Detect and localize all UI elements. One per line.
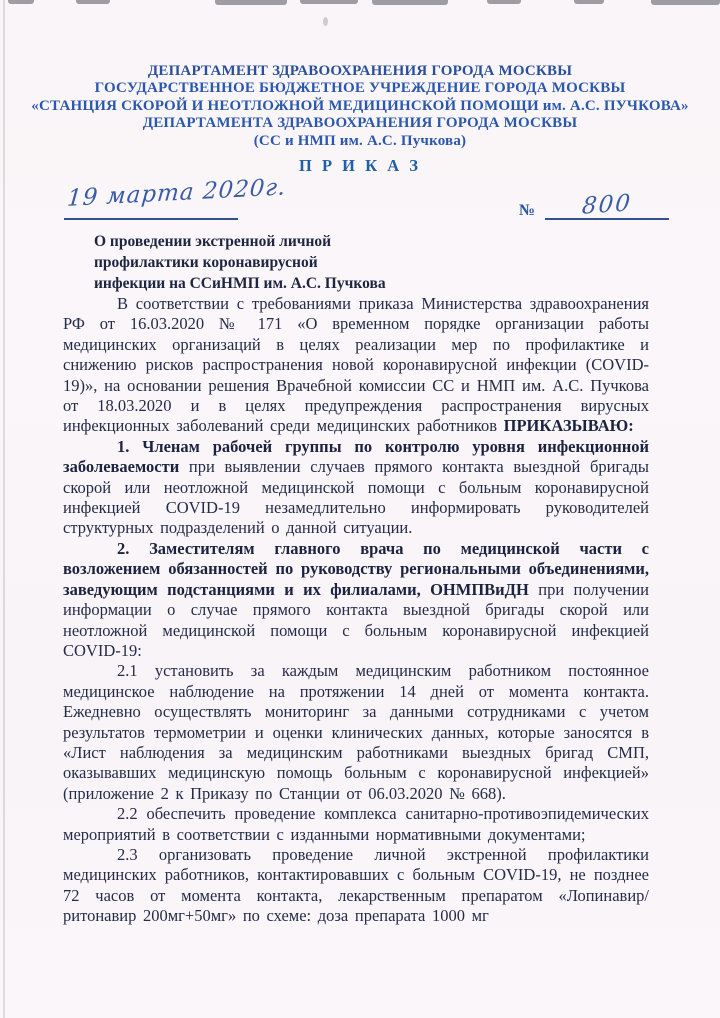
date-field xyxy=(64,174,288,220)
scan-artifact xyxy=(487,0,521,4)
handwritten-number: 800 xyxy=(580,190,634,220)
letterhead-line: ГОСУДАРСТВЕННОЕ БЮДЖЕТНОЕ УЧРЕЖДЕНИЕ ГОРОДА МОСКВЫ xyxy=(94,80,626,97)
item-1-text: при выявлении случаев прямого контакта выездной бригады скорой или неотложной медицинской помощи с больным коронавирусной инфекцией COVID-19 незамедлительно информировать руководителей структурных подразделений о данной ситуации. xyxy=(63,457,650,538)
letterhead xyxy=(0,63,720,150)
scan-artifact xyxy=(372,0,448,5)
scan-artifact xyxy=(574,0,604,4)
prikazyvayu-keyword: ПРИКАЗЫВАЮ: xyxy=(503,416,634,436)
order-item-2-2: 2.2 обеспечить проведение комплекса санитарно-противоэпидемических мероприятий в соответствии с изданными нормативными документами; xyxy=(63,804,649,844)
subject-line: инфекции на ССиНМП им. А.С. Пучкова xyxy=(94,275,386,292)
subject-block xyxy=(94,231,434,294)
scan-artifact xyxy=(8,0,34,4)
order-body xyxy=(63,294,649,927)
order-item-2-3: 2.3 организовать проведение личной экстренной профилактики медицинских работников, контактировавших с больным COVID-19, не позднее 72 часов от момента контакта, лекарственным препаратом «Лопинавир/ритонавир 200мг+50мг» по схеме: доза препарата 1000 мг xyxy=(63,844,649,926)
preamble-paragraph xyxy=(63,294,649,437)
document-type-title: П Р И К А З xyxy=(299,156,421,175)
letterhead-line: ДЕПАРТАМЕНТА ЗДРАВООХРАНЕНИЯ ГОРОДА МОСКВЫ xyxy=(142,115,578,132)
item-2-lead: 2. Заместителям главного врача по медицинской части с возложением обязанностей по руководству региональными объединениями, заведующим подстанциями и их филиалами, ОНМПВиДН xyxy=(63,538,649,599)
scan-artifact xyxy=(300,0,358,4)
subject-line: О проведении экстренной личной xyxy=(94,233,332,250)
scan-artifact xyxy=(76,0,110,4)
scan-artifact xyxy=(651,0,720,5)
order-item-2-1: 2.1 установить за каждым медицинским работником постоянное медицинское наблюдение на протяжении 14 дней от момента контакта. Ежедневно осуществлять мониторинг за данными сотрудниками с учетом результатов термометрии и оценки клинических данных, которые заносятся в «Лист наблюдения за медицинским работниками выездных бригад СМП, оказывавших медицинскую помощь больным с коронавирусной инфекцией» (приложение 2 к Приказу по Станции от 06.03.2020 № 668). xyxy=(63,661,649,803)
letterhead-abbreviation: (СС и НМП им. А.С. Пучкова) xyxy=(253,132,467,149)
number-field xyxy=(519,192,669,220)
letterhead-line: ДЕПАРТАМЕНТ ЗДРАВООХРАНЕНИЯ ГОРОДА МОСКВЫ xyxy=(147,63,573,79)
handwritten-date: 19 марта 2020г. xyxy=(65,174,288,212)
letterhead-line: «СТАНЦИЯ СКОРОЙ И НЕОТЛОЖНОЙ МЕДИЦИНСКОЙ ПОМОЩИ им. А.С. ПУЧКОВА» xyxy=(31,97,689,114)
scan-artifact xyxy=(215,0,287,5)
scan-edge xyxy=(3,0,5,1018)
number-rule xyxy=(545,192,669,220)
item-1-lead: 1. Членам рабочей группы по контролю уровня инфекционной заболеваемости xyxy=(63,436,649,477)
number-sign: № xyxy=(519,202,536,219)
preamble-text: В соответствии с требованиями приказа Министерства здравоохранения РФ от 16.03.2020 № 171 «О временном порядке организации работы медицинских организаций в целях реализации мер по профилактике и снижению рисков распространения новой коронавирусной инфекции (COVID-19)», на основании решения Врачебной комиссии СС и НМП им. А.С. Пучкова от 18.03.2020 и в целях предупреждения распространения вирусных инфекционных заболеваний среди медицинских работников xyxy=(63,294,649,436)
item-2-text: при получении информации о случае прямого контакта выездной бригады скорой или неотложной медицинской помощи с больным коронавирусной инфекцией COVID-19: xyxy=(63,579,649,660)
order-item-1 xyxy=(63,437,649,539)
scan-artifact xyxy=(323,17,328,26)
subject-line: профилактики коронавирусной xyxy=(94,254,318,271)
order-item-2 xyxy=(63,539,649,661)
